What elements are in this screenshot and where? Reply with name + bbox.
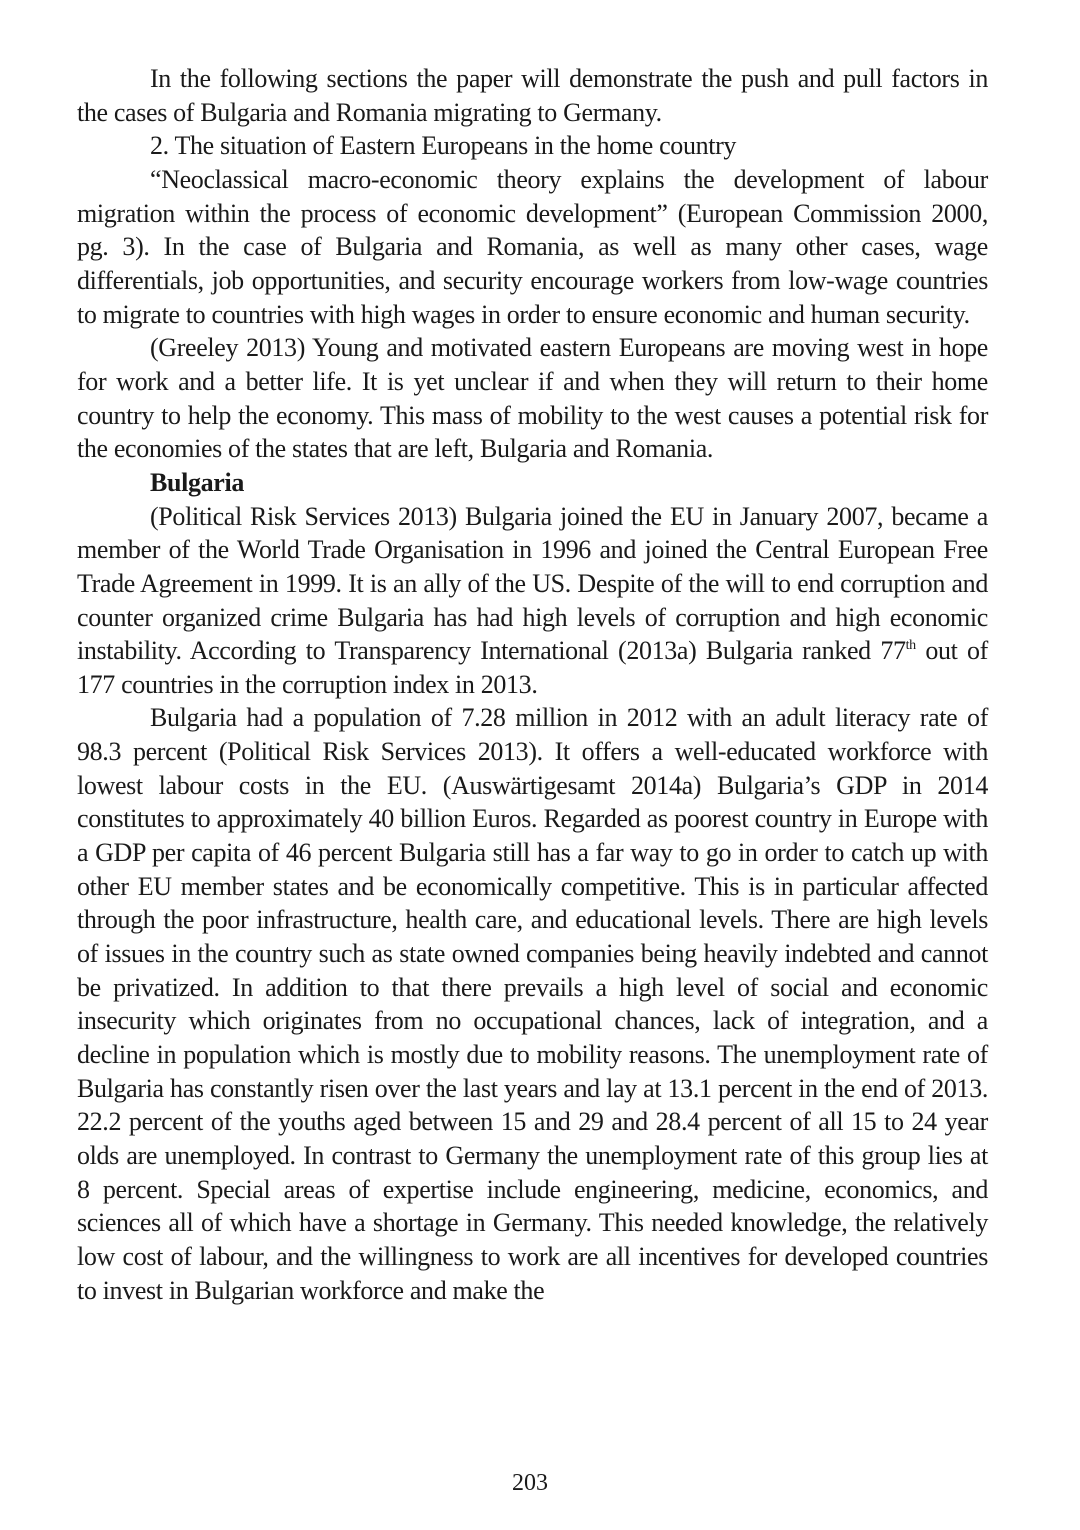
page-number: 203 bbox=[512, 1470, 548, 1496]
paragraph-intro: In the following sections the paper will demonstrate the push and pull factors in the cases of Bulgaria and Romania migrating to Germany. bbox=[77, 64, 988, 127]
ordinal-suffix: th bbox=[905, 637, 916, 653]
page-body bbox=[77, 62, 988, 1307]
section-heading: 2. The situation of Eastern Europeans in the home country bbox=[150, 131, 737, 161]
paragraph-population: Bulgaria had a population of 7.28 million in 2012 with an adult literacy rate of 98.3 percent (Political Risk Services 2013). It offers a well-educated workforce with lowest labour costs in the EU. (Auswärtigesamt 2014a) Bulgaria’s GDP in 2014 constitutes to approximately 40 billion Euros. Regarded as poorest country in Europe with a GDP per capita of 46 percent Bulgaria still has a far way to go in order to catch up with other EU member states and be economically competitive. This is in particular affected through the poor infrastructure, health care, and educational levels. There are high levels of issues in the country such as state owned companies being heavily indebted and cannot be privatized. In addition to that there prevails a high level of social and economic insecurity which originates from no occupational chances, lack of integration, and a decline in population which is mostly due to mobility reasons. The unemployment rate of Bulgaria has constantly risen over the last years and lay at 13.1 percent in the end of 2013. 22.2 percent of the youths aged between 15 and 29 and 28.4 percent of all 15 to 24 year olds are unemployed. In contrast to Germany the unemployment rate of this group lies at 8 percent. Special areas of expertise include engineering, medicine, economics, and sciences all of which have a shortage in Germany. This needed knowledge, the relatively low cost of labour, and the willingness to work are all incentives for developed countries to invest in Bulgarian workforce and make the bbox=[77, 703, 988, 1305]
paragraph-text: out of 177 countries in the corruption index in 2013. bbox=[77, 636, 988, 699]
paragraph-text: (Political Risk Services 2013) Bulgaria joined the EU in January 2007, became a member of the World Trade Organisation in 1996 and joined the Central European Free Trade Agreement in 1999. It is an ally of the US. Despite of the will to end corruption and counter organized crime Bulgaria has had high levels of corruption and high economic instability. According to Transparency International (2013a) Bulgaria ranked 77 bbox=[77, 501, 988, 666]
paragraph-neoclassical: “Neoclassical macro-economic theory explains the development of labour migration within the process of economic development” (European Commission 2000, pg. 3). In the case of Bulgaria and Romania, as well as many other cases, wage differentials, job opportunities, and security encourage workers from low-wage countries to migrate to countries with high wages in order to ensure economic and human security. bbox=[77, 164, 988, 329]
paragraph-greeley: (Greeley 2013) Young and motivated eastern Europeans are moving west in hope for work and a better life. It is yet unclear if and when they will return to their home country to help the economy. This mass of mobility to the west causes a potential risk for the economies of the states that are left, Bulgaria and Romania. bbox=[77, 333, 988, 464]
paragraph-political-risk bbox=[77, 500, 988, 702]
subheading-bulgaria: Bulgaria bbox=[150, 467, 244, 497]
